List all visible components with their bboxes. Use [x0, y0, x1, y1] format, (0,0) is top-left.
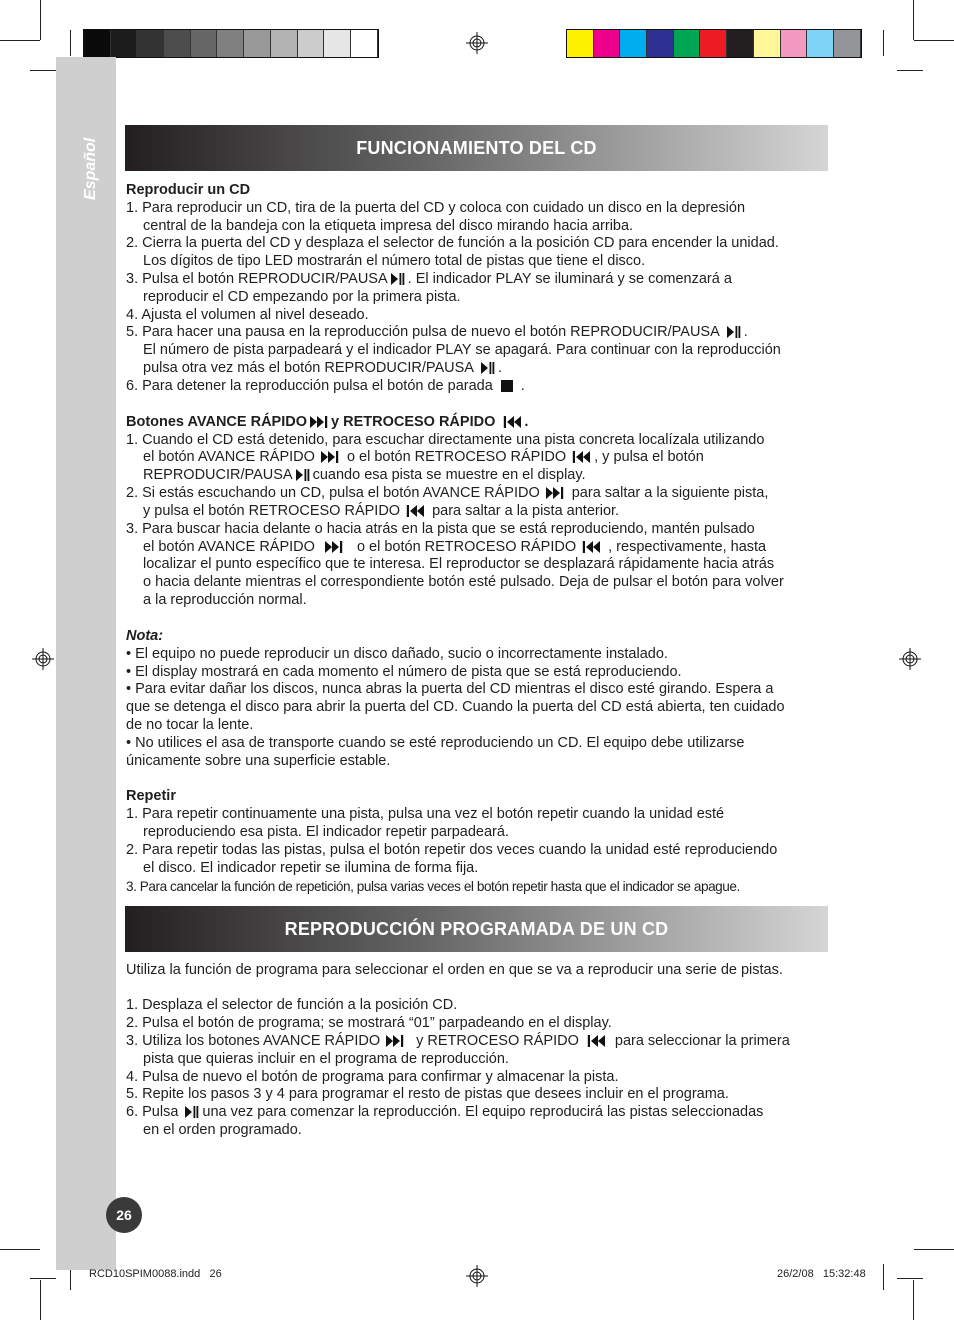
- color-swatch: [700, 30, 727, 57]
- color-swatch: [647, 30, 674, 57]
- text-line: [143, 503, 619, 521]
- text-line: [126, 485, 768, 503]
- text-line: El número de pista parpadeará y el indicador PLAY se apagará. Para continuar con la reproducción: [143, 342, 781, 358]
- registration-mark-icon: [899, 648, 921, 670]
- text-line: o hacia delante mientras el correspondiente botón esté pulsado. Deja de pulsar el botón para volver: [143, 574, 784, 590]
- subheading-ff-rew: [126, 414, 528, 432]
- stop-icon: [501, 380, 513, 392]
- text-span: REPRODUCIR/PAUSA: [143, 467, 293, 483]
- play-pause-icon: [391, 273, 405, 285]
- text-span: Botones AVANCE RÁPIDO: [126, 414, 307, 430]
- color-swatch: [594, 30, 621, 57]
- color-swatch: [217, 30, 244, 57]
- text-span: 3. Pulsa el botón REPRODUCIR/PAUSA: [126, 271, 388, 287]
- color-swatch: [781, 30, 808, 57]
- color-swatch: [164, 30, 191, 57]
- text-span: , y pulsa el botón: [594, 449, 704, 465]
- text-line: [126, 1033, 790, 1051]
- text-span: pulsa otra vez más el botón REPRODUCIR/PAUSA: [143, 360, 474, 376]
- text-line: Utiliza la función de programa para seleccionar el orden en que se va a reproducir una serie de pistas.: [126, 962, 783, 978]
- text-span: 6. Pulsa: [126, 1104, 179, 1120]
- sidebar: [56, 57, 116, 1270]
- play-pause-icon: [481, 362, 495, 374]
- color-swatch: [191, 30, 218, 57]
- text-line: 3. Para cancelar la función de repetición, pulsa varias veces el botón repetir hasta que el indicador se apague.: [126, 879, 740, 894]
- footer-file-name: RCD10SPIM0088.indd 26: [89, 1268, 222, 1280]
- color-swatch: [84, 30, 111, 57]
- gray-calibration-bar: [83, 29, 379, 58]
- text-line: 4. Pulsa de nuevo el botón de programa para confirmar y almacenar la pista.: [126, 1069, 619, 1085]
- color-swatch: [807, 30, 834, 57]
- color-swatch: [324, 30, 351, 57]
- text-span: .: [743, 324, 748, 340]
- text-span: cuando esa pista se muestre en el display.: [312, 467, 586, 483]
- text-line: 1. Para repetir continuamente una pista, pulsa una vez el botón repetir cuando la unidad esté: [126, 806, 725, 822]
- text-line: [143, 360, 502, 378]
- text-span: y RETROCESO RÁPIDO: [331, 414, 496, 430]
- text-line: de no tocar la lente.: [126, 717, 254, 733]
- text-line: 1. Para reproducir un CD, tira de la puerta del CD y coloca con cuidado un disco en la depresión: [126, 200, 746, 216]
- text-line: 1. Desplaza el selector de función a la posición CD.: [126, 997, 458, 1013]
- text-span: una vez para comenzar la reproducción. El equipo reproducirá las pistas seleccionadas: [202, 1104, 764, 1120]
- play-pause-icon: [185, 1106, 199, 1118]
- text-span: 2. Si estás escuchando un CD, pulsa el botón AVANCE RÁPIDO: [126, 485, 540, 501]
- text-line: 1. Cuando el CD está detenido, para escuchar directamente una pista concreta localízala utilizando: [126, 432, 765, 448]
- rewind-icon: [503, 416, 521, 428]
- text-line: 4. Ajusta el volumen al nivel deseado.: [126, 307, 369, 323]
- text-line: 2. Pulsa el botón de programa; se mostrará “01” parpadeando en el display.: [126, 1015, 612, 1031]
- text-span: 3. Utiliza los botones AVANCE RÁPIDO: [126, 1033, 381, 1049]
- text-span: , respectivamente, hasta: [608, 539, 767, 555]
- text-span: el botón AVANCE RÁPIDO: [143, 539, 315, 555]
- text-line: [143, 539, 766, 557]
- text-span: 6. Para detener la reproducción pulsa el botón de parada: [126, 378, 493, 394]
- section-header-cd: [125, 125, 828, 171]
- text-span: para saltar a la siguiente pista,: [571, 485, 769, 501]
- text-span: o el botón RETROCESO RÁPIDO: [356, 539, 577, 555]
- text-span: y pulsa el botón RETROCESO RÁPIDO: [143, 503, 401, 519]
- text-span: o el botón RETROCESO RÁPIDO: [346, 449, 567, 465]
- rewind-icon: [582, 541, 600, 553]
- text-line: Los dígitos de tipo LED mostrarán el número total de pistas que tiene el disco.: [143, 253, 646, 269]
- text-span: para saltar a la pista anterior.: [432, 503, 620, 519]
- text-line: únicamente sobre una superficie estable.: [126, 753, 391, 769]
- text-line: 2. Para repetir todas las pistas, pulsa el botón repetir dos veces cuando la unidad esté reproduciendo: [126, 842, 778, 858]
- page-number: 26: [106, 1197, 142, 1233]
- text-line: a la reproducción normal.: [143, 592, 307, 608]
- color-swatch: [620, 30, 647, 57]
- color-swatch: [567, 30, 594, 57]
- text-line: reproduciendo esa pista. El indicador repetir parpadeará.: [143, 824, 509, 840]
- text-line: central de la bandeja con la etiqueta impresa del disco mirando hacia arriba.: [143, 218, 634, 234]
- section-title: FUNCIONAMIENTO DEL CD: [356, 138, 597, 158]
- text-line: • Para evitar dañar los discos, nunca abras la puerta del CD mientras el disco esté girando. Espera a: [126, 681, 774, 697]
- text-span: . El indicador PLAY se iluminará y se comenzará a: [407, 271, 732, 287]
- color-swatch: [244, 30, 271, 57]
- fast-forward-icon: [325, 541, 343, 553]
- text-line: reproducir el CD empezando por la primera pista.: [143, 289, 461, 305]
- fast-forward-icon: [546, 487, 564, 499]
- text-line: 5. Repite los pasos 3 y 4 para programar el resto de pistas que desees incluir en el programa.: [126, 1086, 729, 1102]
- play-pause-icon: [296, 469, 310, 481]
- section-title: REPRODUCCIÓN PROGRAMADA DE UN CD: [284, 919, 669, 939]
- text-span: el botón AVANCE RÁPIDO: [143, 449, 315, 465]
- subheading-repeat: Repetir: [126, 788, 176, 804]
- fast-forward-icon: [321, 451, 339, 463]
- text-line: [143, 449, 704, 467]
- text-line: 3. Para buscar hacia delante o hacia atrás en la pista que se está reproduciendo, mantén pulsado: [126, 521, 755, 537]
- text-line: 2. Cierra la puerta del CD y desplaza el selector de función a la posición CD para encender la unidad.: [126, 235, 779, 251]
- text-line: [126, 271, 732, 289]
- color-swatch: [137, 30, 164, 57]
- note-heading: Nota:: [126, 628, 164, 644]
- fast-forward-icon: [310, 416, 328, 428]
- section-header-program: [125, 906, 828, 952]
- color-swatch: [754, 30, 781, 57]
- text-span: para seleccionar la primera: [614, 1033, 790, 1049]
- color-swatch: [351, 30, 378, 57]
- play-pause-icon: [727, 326, 741, 338]
- color-swatch: [727, 30, 754, 57]
- text-line: • El equipo no puede reproducir un disco dañado, sucio o incorrectamente instalado.: [126, 646, 668, 662]
- registration-mark-icon: [32, 648, 54, 670]
- text-line: [126, 378, 525, 396]
- subheading-play: Reproducir un CD: [126, 182, 251, 198]
- text-line: • El display mostrará en cada momento el número de pista que se está reproduciendo.: [126, 664, 682, 680]
- color-swatch: [271, 30, 298, 57]
- text-line: [126, 1104, 763, 1122]
- color-swatch: [111, 30, 138, 57]
- rewind-icon: [406, 505, 424, 517]
- text-line: en el orden programado.: [143, 1122, 302, 1138]
- text-line: [143, 467, 586, 485]
- sidebar-language-label: Español: [82, 137, 99, 200]
- text-line: que se detenga el disco para abrir la puerta del CD. Cuando la puerta del CD está abierta, ten cuidado: [126, 699, 785, 715]
- text-span: .: [520, 378, 525, 394]
- registration-mark-icon: [466, 32, 488, 54]
- registration-mark-icon: [466, 1265, 488, 1287]
- text-span: .: [524, 414, 529, 430]
- footer-date: 26/2/08 15:32:48: [777, 1268, 866, 1280]
- text-span: .: [497, 360, 502, 376]
- text-line: • No utilices el asa de transporte cuando se esté reproduciendo un CD. El equipo debe utilizarse: [126, 735, 745, 751]
- text-span: 5. Para hacer una pausa en la reproducción pulsa de nuevo el botón REPRODUCIR/PAUSA: [126, 324, 720, 340]
- text-line: el disco. El indicador repetir se ilumina de forma fija.: [143, 860, 479, 876]
- color-swatch: [834, 30, 861, 57]
- rewind-icon: [587, 1035, 605, 1047]
- color-calibration-bar: [566, 29, 862, 58]
- text-line: pista que quieras incluir en el programa de reproducción.: [143, 1051, 509, 1067]
- color-swatch: [298, 30, 325, 57]
- fast-forward-icon: [386, 1035, 404, 1047]
- text-line: [126, 324, 748, 342]
- text-span: y RETROCESO RÁPIDO: [416, 1033, 579, 1049]
- color-swatch: [674, 30, 701, 57]
- rewind-icon: [572, 451, 590, 463]
- text-line: localizar el punto específico que te interesa. El reproductor se desplazará rápidamente hacia atrás: [143, 556, 775, 572]
